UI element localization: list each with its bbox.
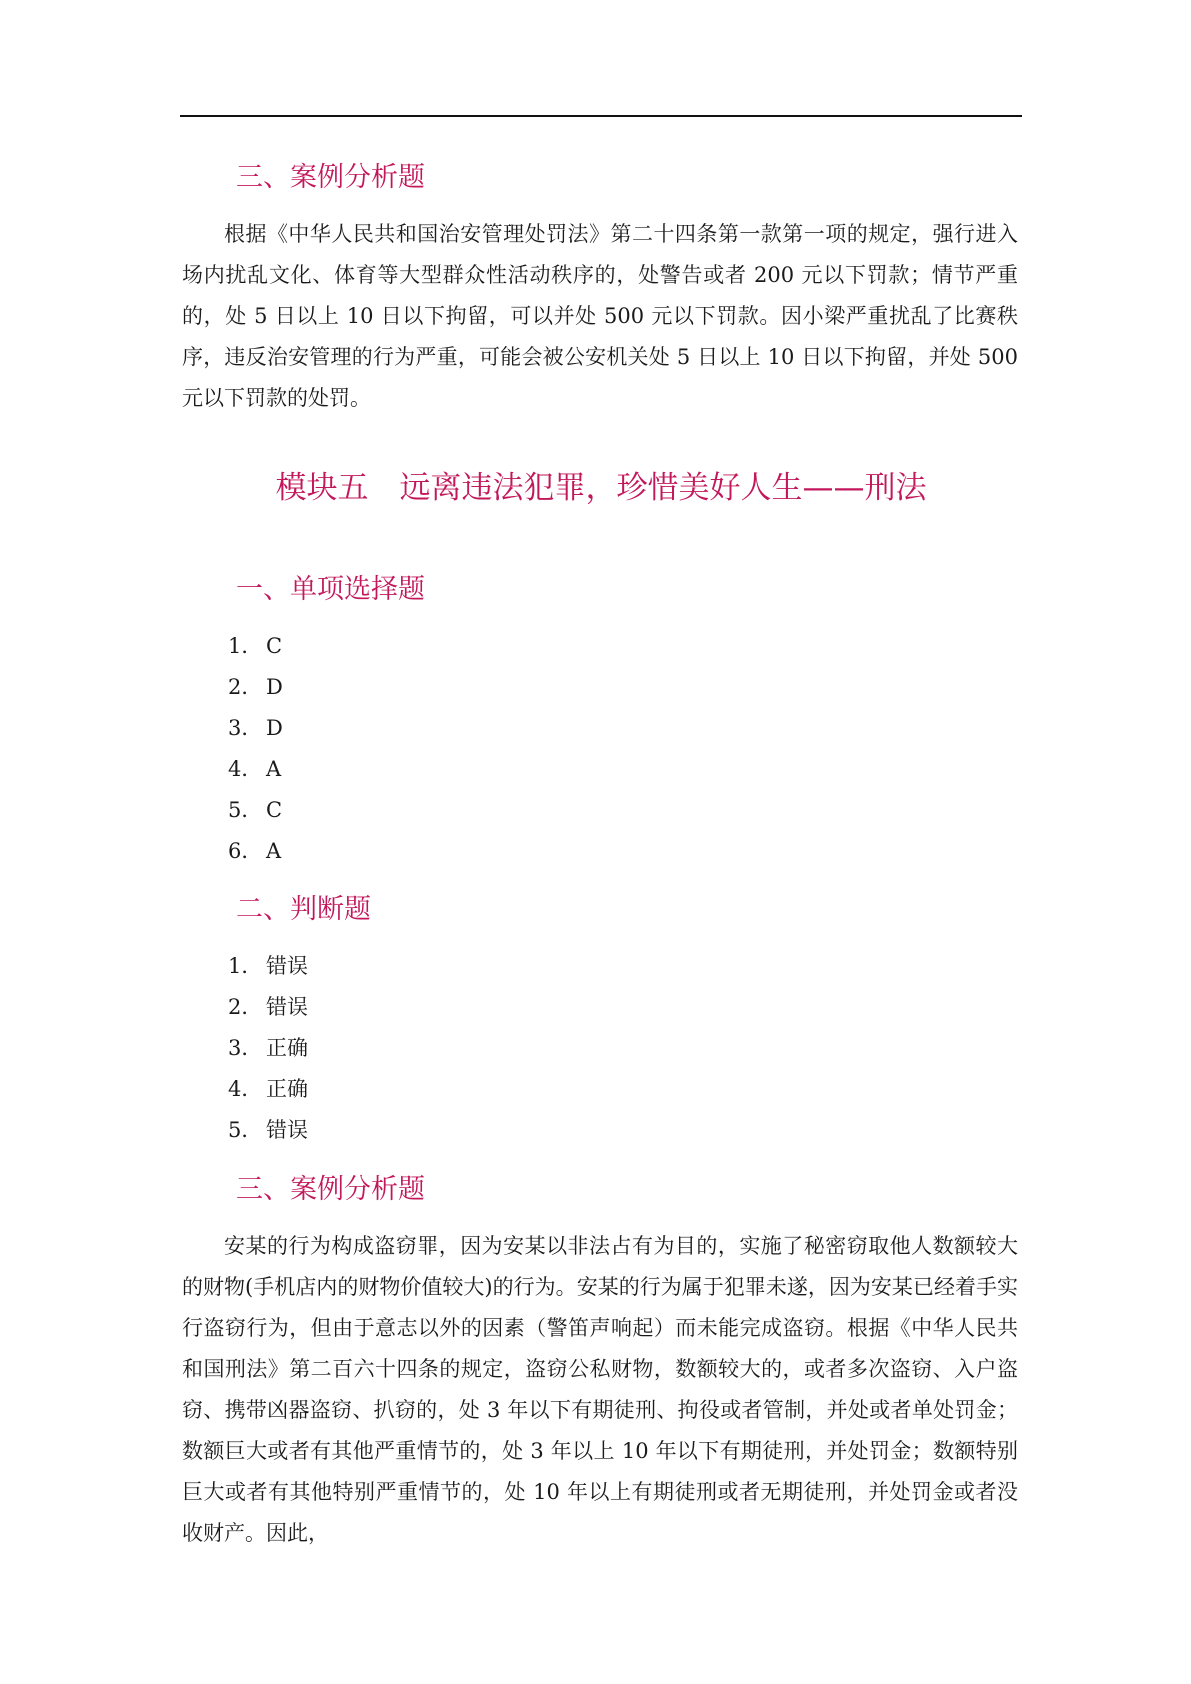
answer-value: C: [266, 798, 283, 822]
answer-number: 5．: [228, 1118, 263, 1142]
case-analysis-paragraph-prev: 根据《中华人民共和国治安管理处罚法》第二十四条第一款第一项的规定，强行进入场内扰乱文化、体育等大型群众性活动秩序的，处警告或者 200 元以下罚款；情节严重的，处 5 日以上 10 日以下拘留，可以并处 500 元以下罚款。因小梁严重扰乱了比赛秩序，违反治安管理的行为严重，可能会被公安机关处 5 日以上 10 日以下拘留，并处 500 元以下罚款的处罚。: [182, 222, 1018, 410]
answer-number: 2．: [228, 675, 263, 699]
answer-value: 正确: [266, 1036, 308, 1060]
answer-item: [228, 749, 283, 790]
answer-value: D: [266, 675, 283, 699]
answer-item: [228, 1110, 308, 1151]
answer-number: 4．: [228, 757, 263, 781]
answer-value: A: [266, 757, 282, 781]
answer-number: 4．: [228, 1077, 263, 1101]
section-heading-case-analysis-prev: 三、案例分析题: [236, 162, 425, 193]
answer-item: [228, 946, 308, 987]
answer-value: C: [266, 634, 283, 658]
answer-value: D: [266, 716, 283, 740]
answer-number: 3．: [228, 716, 263, 740]
answer-number: 5．: [228, 798, 263, 822]
section-heading-single-choice: 一、单项选择题: [236, 574, 425, 605]
answer-number: 2．: [228, 995, 263, 1019]
answer-item: [228, 708, 283, 749]
answer-number: 1．: [228, 954, 263, 978]
answer-number: 6．: [228, 839, 263, 863]
answer-item: [228, 987, 308, 1028]
answer-item: [228, 1069, 308, 1110]
section-heading-true-false: 二、判断题: [236, 894, 371, 925]
header-rule: [180, 115, 1022, 117]
answer-item: [228, 1028, 308, 1069]
answer-number: 3．: [228, 1036, 263, 1060]
answer-value: 错误: [266, 995, 308, 1019]
answer-value: 错误: [266, 954, 308, 978]
true-false-answer-list: [228, 946, 308, 1151]
case-analysis-paragraph: 安某的行为构成盗窃罪，因为安某以非法占有为目的，实施了秘密窃取他人数额较大的财物(手机店内的财物价值较大)的行为。安某的行为属于犯罪未遂，因为安某已经着手实行盗窃行为，但由于意志以外的因素（警笛声响起）而未能完成盗窃。根据《中华人民共和国刑法》第二百六十四条的规定，盗窃公私财物，数额较大的，或者多次盗窃、入户盗窃、携带凶器盗窃、扒窃的，处 3 年以下有期徒刑、拘役或者管制，并处或者单处罚金；数额巨大或者有其他严重情节的，处 3 年以上 10 年以下有期徒刑，并处罚金；数额特别巨大或者有其他特别严重情节的，处 10 年以上有期徒刑或者无期徒刑，并处罚金或者没收财产。因此，: [182, 1234, 1018, 1545]
answer-item: [228, 667, 283, 708]
answer-item: [228, 831, 283, 872]
answer-number: 1．: [228, 634, 263, 658]
answer-value: 正确: [266, 1077, 308, 1101]
section-heading-case-analysis: 三、案例分析题: [236, 1174, 425, 1205]
module-title: 模块五 远离违法犯罪，珍惜美好人生——刑法: [275, 470, 927, 506]
answer-value: A: [266, 839, 282, 863]
answer-item: [228, 626, 283, 667]
answer-item: [228, 790, 283, 831]
answer-value: 错误: [266, 1118, 308, 1142]
single-choice-answer-list: [228, 626, 283, 872]
